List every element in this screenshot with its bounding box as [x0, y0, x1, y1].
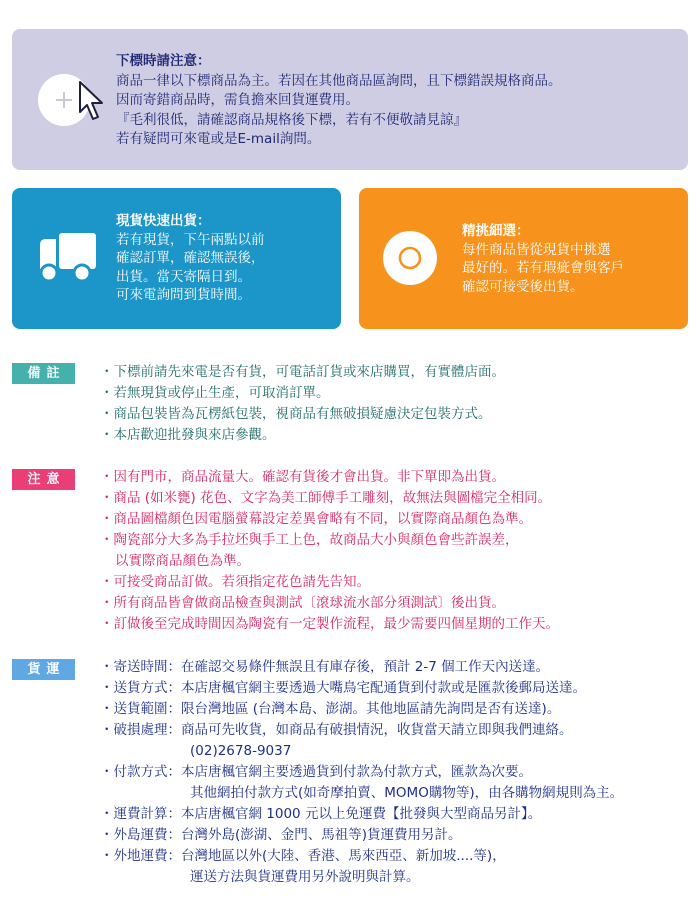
caution-item-continuation: 以實際商品顏色為準。 [115, 553, 250, 569]
shipping-item-continuation: 運送方法與貨運費用另外說明與計算。 [190, 869, 420, 885]
shipping-tag: 貨運 [12, 659, 75, 680]
shipping-item: ・運費計算：本店唐楓官網 1000 元以上免運費【批發與大型商品另計】。 [100, 806, 542, 822]
remarks-item: ・若無現貨或停止生產，可取消訂單。 [100, 385, 330, 401]
shipping-item: ・付款方式：本店唐楓官網主要透過貨到付款為付款方式，匯款為次要。 [100, 764, 532, 780]
shipping-item: ・送貨範圍：限台灣地區 (台灣本島、澎湖。其他地區請先詢問是否有送達)。 [100, 701, 561, 717]
notice-line: 因而寄錯商品時，需負擔來回貨運費用。 [116, 92, 359, 108]
shipping-item: ・送貨方式：本店唐楓官網主要透過大嘴鳥宅配通貨到付款或是匯款後郵局送達。 [100, 680, 586, 696]
notice-line: 商品一律以下標商品為主。若因在其他商品區詢問，且下標錯誤規格商品。 [116, 72, 562, 89]
caution-item: ・所有商品皆會做商品檢查與測試〔滾球流水部分須測試〕後出貨。 [100, 595, 505, 611]
caution-item: ・可接受商品訂做。若須指定花色請先告知。 [100, 574, 370, 590]
select-line: 每件商品皆從現貨中挑選 [462, 241, 611, 258]
select-line: 最好的。若有瑕疵會與客戶 [462, 260, 624, 276]
caution-item: ・訂做後至完成時間因為陶瓷有一定製作流程，最少需要四個星期的工作天。 [100, 616, 559, 632]
caution-item: ・因有門市，商品流量大。確認有貨後才會出貨。非下單即為出貨。 [100, 469, 505, 485]
shipping-item: ・外地運費：台灣地區以外(大陸、香港、馬來西亞、新加坡....等)， [100, 848, 506, 864]
caution-item: ・商品圖檔顏色因電腦螢幕設定差異會略有不同，以實際商品顏色為準。 [100, 511, 532, 527]
shipping-item: ・破損處理：商品可先收貨，如商品有破損情況，收貨當天請立即與我們連絡。 [100, 722, 573, 738]
shipping-list [100, 657, 623, 888]
notice-line: 若有疑問可來電或是E-mail詢問。 [116, 131, 321, 147]
notice-text [116, 52, 562, 150]
cursor-plus-icon [36, 72, 108, 128]
remarks-list [100, 362, 505, 446]
shipping-item-continuation: 其他網拍付款方式(如奇摩拍賣、MOMO購物等)，由各購物網規則為主。 [190, 785, 624, 801]
notice-title: 下標時請注意： [116, 53, 211, 69]
truck-icon [34, 231, 100, 283]
stock-title: 現貨快速出貨： [116, 213, 211, 229]
remarks-tag: 備註 [12, 363, 75, 384]
stock-line: 可來電詢問到貨時間。 [116, 287, 251, 303]
stock-line: 出貨。當天寄隔日到。 [116, 268, 251, 285]
shipping-item: ・寄送時間：在確認交易條件無誤且有庫存後，預計 2-7 個工作天內送達。 [100, 659, 550, 675]
select-text [462, 222, 624, 296]
remarks-item: ・商品包裝皆為瓦楞紙包裝，視商品有無破損疑慮決定包裝方式。 [100, 406, 492, 422]
disc-icon [382, 230, 438, 286]
remarks-item: ・下標前請先來電是否有貨，可電話訂貨或來店購買，有實體店面。 [100, 364, 505, 380]
phone-number: (02)2678-9037 [190, 743, 292, 759]
remarks-item: ・本店歡迎批發與來店參觀。 [100, 427, 276, 443]
stock-line: 若有現貨，下午兩點以前 [116, 231, 265, 248]
stock-line: 確認訂單，確認無誤後， [116, 250, 265, 266]
caution-item: ・陶瓷部分大多為手拉坯與手工上色，故商品大小與顏色會些許誤差， [100, 532, 519, 548]
caution-item: ・商品 (如米甕) 花色、文字為美工師傅手工雕刻，故無法與圖檔完全相同。 [100, 490, 552, 506]
select-title: 精挑細選： [462, 223, 530, 239]
caution-tag: 注意 [12, 469, 75, 490]
shipping-item: ・外島運費：台灣外島(澎湖、金門、馬祖等)貨運費用另計。 [100, 827, 462, 843]
notice-line: 『毛利很低，請確認商品規格後下標，若有不便敬請見諒』 [116, 111, 467, 128]
select-line: 確認可接受後出貨。 [462, 278, 584, 295]
caution-list [100, 467, 559, 635]
stock-text [116, 212, 265, 305]
